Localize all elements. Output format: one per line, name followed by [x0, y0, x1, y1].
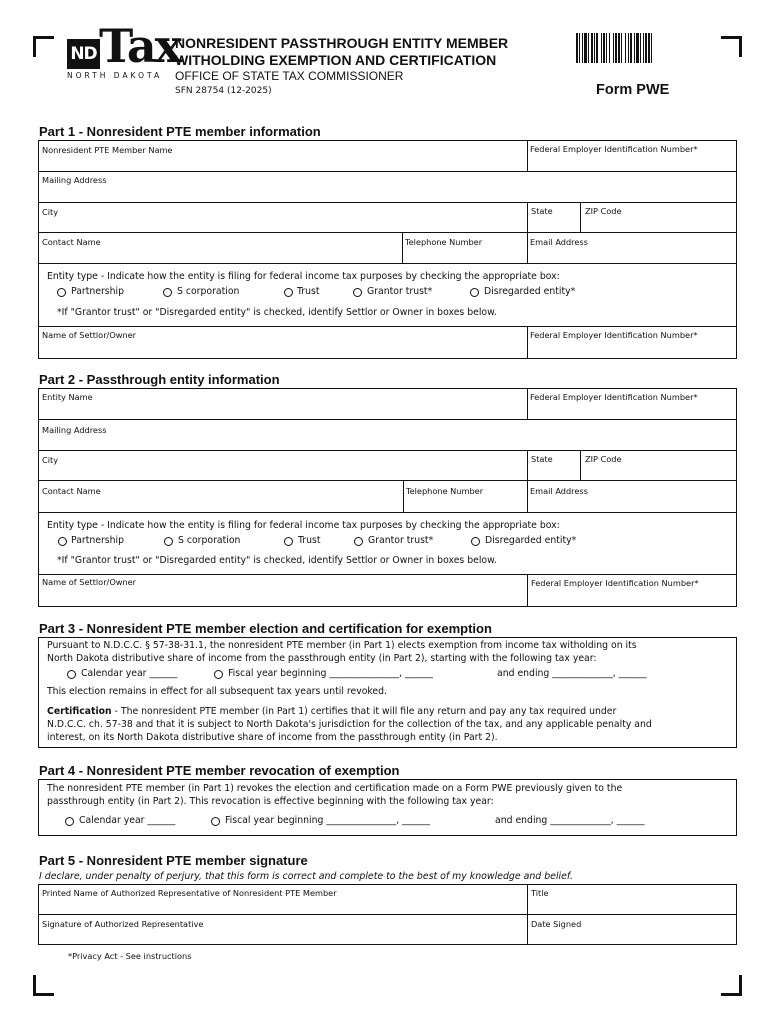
member-zip-field[interactable]: ZIP Code	[585, 206, 622, 216]
divider	[527, 574, 528, 607]
corner-mark-bottom-left	[33, 975, 54, 996]
entity-phone-field[interactable]: Telephone Number	[406, 486, 484, 496]
entity-name-field[interactable]: Entity Name	[42, 392, 93, 402]
part3-fiscal-year[interactable]: Fiscal year beginning _______________, ______	[228, 668, 433, 679]
member-name-field[interactable]: Nonresident PTE Member Name	[42, 145, 173, 155]
divider	[403, 480, 404, 512]
entity-contact-field[interactable]: Contact Name	[42, 486, 101, 496]
member-email-field[interactable]: Email Address	[530, 237, 588, 247]
privacy-act-note: *Privacy Act - See instructions	[68, 951, 192, 961]
part3-para1-line1: Pursuant to N.D.C.C. § 57-38-31.1, the nonresident PTE member (in Part 1) elects exemption from income tax witholding on its	[47, 640, 637, 651]
part1-radio-grantor-trust[interactable]	[353, 288, 362, 297]
part1-radio-trust[interactable]	[284, 288, 293, 297]
divider	[527, 388, 528, 419]
corner-mark-top-right	[721, 36, 742, 57]
part2-option-s-corporation: S corporation	[178, 535, 241, 546]
part1-heading: Part 1 - Nonresident PTE member information	[39, 124, 321, 139]
part3-certification-line2: N.D.C.C. ch. 57-38 and that it is subject to North Dakota's jurisdiction for the collection of the tax, and any applicable penalty and	[47, 719, 652, 730]
part4-heading: Part 4 - Nonresident PTE member revocation of exemption	[39, 763, 400, 778]
form-title-line1: NONRESIDENT PASSTHROUGH ENTITY MEMBER	[175, 35, 509, 51]
part3-certification-line1	[47, 706, 616, 717]
divider	[38, 512, 737, 513]
entity-fein-field[interactable]: Federal Employer Identification Number*	[530, 392, 698, 402]
part3-remains-note: This election remains in effect for all subsequent tax years until revoked.	[47, 686, 388, 697]
entity-zip-field[interactable]: ZIP Code	[585, 454, 622, 464]
part2-radio-s-corporation[interactable]	[164, 537, 173, 546]
part1-radio-s-corporation[interactable]	[163, 288, 172, 297]
divider	[580, 450, 581, 480]
divider	[527, 326, 528, 359]
part2-option-partnership: Partnership	[71, 535, 125, 546]
form-sfn: SFN 28754 (12-2025)	[175, 86, 272, 96]
divider	[38, 171, 737, 172]
part3-para1-line2: North Dakota distributive share of income from the passthrough entity (in Part 2), starting with the following tax year:	[47, 653, 597, 664]
entity-state-field[interactable]: State	[531, 454, 553, 464]
part2-radio-disregarded-entity[interactable]	[471, 537, 480, 546]
printed-name-field[interactable]: Printed Name of Authorized Representative of Nonresident PTE Member	[42, 888, 337, 898]
part2-entity-type-label: Entity type - Indicate how the entity is filing for federal income tax purposes by checking the appropriate box:	[47, 520, 560, 531]
form-name: Form PWE	[596, 82, 670, 98]
logo-subtitle: NORTH DAKOTA	[67, 71, 163, 80]
divider	[38, 263, 737, 264]
divider	[527, 202, 528, 263]
part4-calendar-year[interactable]: Calendar year ______	[79, 815, 176, 826]
part4-fiscal-year[interactable]: Fiscal year beginning _______________, ______	[225, 815, 430, 826]
logo-tax: Tax	[99, 19, 181, 73]
part2-heading: Part 2 - Passthrough entity information	[39, 372, 280, 387]
date-signed-field[interactable]: Date Signed	[531, 919, 582, 929]
part2-radio-partnership[interactable]	[58, 537, 67, 546]
part4-line2: passthrough entity (in Part 2). This revocation is effective beginning with the following tax year:	[47, 796, 494, 807]
barcode-bar	[652, 33, 655, 63]
part1-entity-type-label: Entity type - Indicate how the entity is filing for federal income tax purposes by checking the appropriate box:	[47, 271, 560, 282]
divider	[38, 574, 737, 575]
part4-radio-fiscal-year[interactable]	[211, 817, 220, 826]
part1-option-s-corporation: S corporation	[177, 286, 240, 297]
divider	[402, 232, 403, 263]
part3-certification-line3: interest, on its North Dakota distributive share of income from the passthrough entity (in Part 2).	[47, 732, 498, 743]
part1-option-trust: Trust	[297, 286, 320, 297]
divider	[38, 326, 737, 327]
part2-settlor-field[interactable]: Name of Settlor/Owner	[42, 577, 137, 587]
part2-settlor-fein-field[interactable]: Federal Employer Identification Number*	[531, 578, 699, 588]
part1-settlor-fein-field[interactable]: Federal Employer Identification Number*	[530, 330, 698, 340]
office-name: OFFICE OF STATE TAX COMMISSIONER	[175, 69, 404, 83]
entity-email-field[interactable]: Email Address	[530, 486, 588, 496]
signature-field[interactable]: Signature of Authorized Representative	[42, 919, 204, 929]
part1-note: *If "Grantor trust" or "Disregarded entity" is checked, identify Settlor or Owner in boxes below.	[57, 307, 497, 318]
part1-radio-disregarded-entity[interactable]	[470, 288, 479, 297]
title-field[interactable]: Title	[531, 888, 549, 898]
divider	[527, 140, 528, 171]
part1-option-grantor-trust: Grantor trust*	[367, 286, 433, 297]
part3-radio-fiscal-year[interactable]	[214, 670, 223, 679]
part1-settlor-field[interactable]: Name of Settlor/Owner	[42, 330, 137, 340]
part2-radio-grantor-trust[interactable]	[354, 537, 363, 546]
part5-heading: Part 5 - Nonresident PTE member signature	[39, 853, 308, 868]
certification-label: Certification	[47, 706, 112, 717]
member-state-field[interactable]: State	[531, 206, 553, 216]
part3-heading: Part 3 - Nonresident PTE member election and certification for exemption	[39, 621, 492, 636]
member-contact-field[interactable]: Contact Name	[42, 237, 101, 247]
part2-option-trust: Trust	[298, 535, 321, 546]
part4-radio-calendar-year[interactable]	[65, 817, 74, 826]
part5-declaration: I declare, under penalty of perjury, that this form is correct and complete to the best of my knowledge and belief.	[39, 871, 574, 882]
divider	[38, 419, 737, 420]
divider	[580, 202, 581, 232]
entity-city-field[interactable]: City	[42, 455, 59, 465]
part2-option-disregarded-entity: Disregarded entity*	[485, 535, 577, 546]
part4-line1: The nonresident PTE member (in Part 1) revokes the election and certification made on a Form PWE previously given to the	[47, 783, 623, 794]
logo-nd: ND	[67, 39, 100, 69]
corner-mark-bottom-right	[721, 975, 742, 996]
member-fein-field[interactable]: Federal Employer Identification Number*	[530, 144, 698, 154]
part2-option-grantor-trust: Grantor trust*	[368, 535, 434, 546]
divider	[38, 232, 737, 233]
corner-mark-top-left	[33, 36, 54, 57]
part2-note: *If "Grantor trust" or "Disregarded entity" is checked, identify Settlor or Owner in boxes below.	[57, 555, 497, 566]
form-title-line2: WITHOLDING EXEMPTION AND CERTIFICATION	[175, 52, 497, 68]
part1-option-disregarded-entity: Disregarded entity*	[484, 286, 576, 297]
part1-radio-partnership[interactable]	[57, 288, 66, 297]
divider	[527, 450, 528, 512]
divider	[38, 450, 737, 451]
divider	[38, 202, 737, 203]
divider	[38, 914, 737, 915]
divider	[527, 884, 528, 945]
part2-radio-trust[interactable]	[284, 537, 293, 546]
divider	[38, 480, 737, 481]
part3-radio-calendar-year[interactable]	[67, 670, 76, 679]
certification-text: - The nonresident PTE member (in Part 1) certifies that it will file any return and pay any tax required under	[111, 706, 617, 717]
barcode	[576, 33, 698, 63]
part3-ending[interactable]: and ending _____________, ______	[497, 668, 647, 679]
part4-ending[interactable]: and ending _____________, ______	[495, 815, 645, 826]
member-mailing-field[interactable]: Mailing Address	[42, 175, 107, 185]
part3-calendar-year[interactable]: Calendar year ______	[81, 668, 178, 679]
part1-option-partnership: Partnership	[71, 286, 125, 297]
member-phone-field[interactable]: Telephone Number	[405, 237, 483, 247]
entity-mailing-field[interactable]: Mailing Address	[42, 425, 107, 435]
member-city-field[interactable]: City	[42, 207, 59, 217]
